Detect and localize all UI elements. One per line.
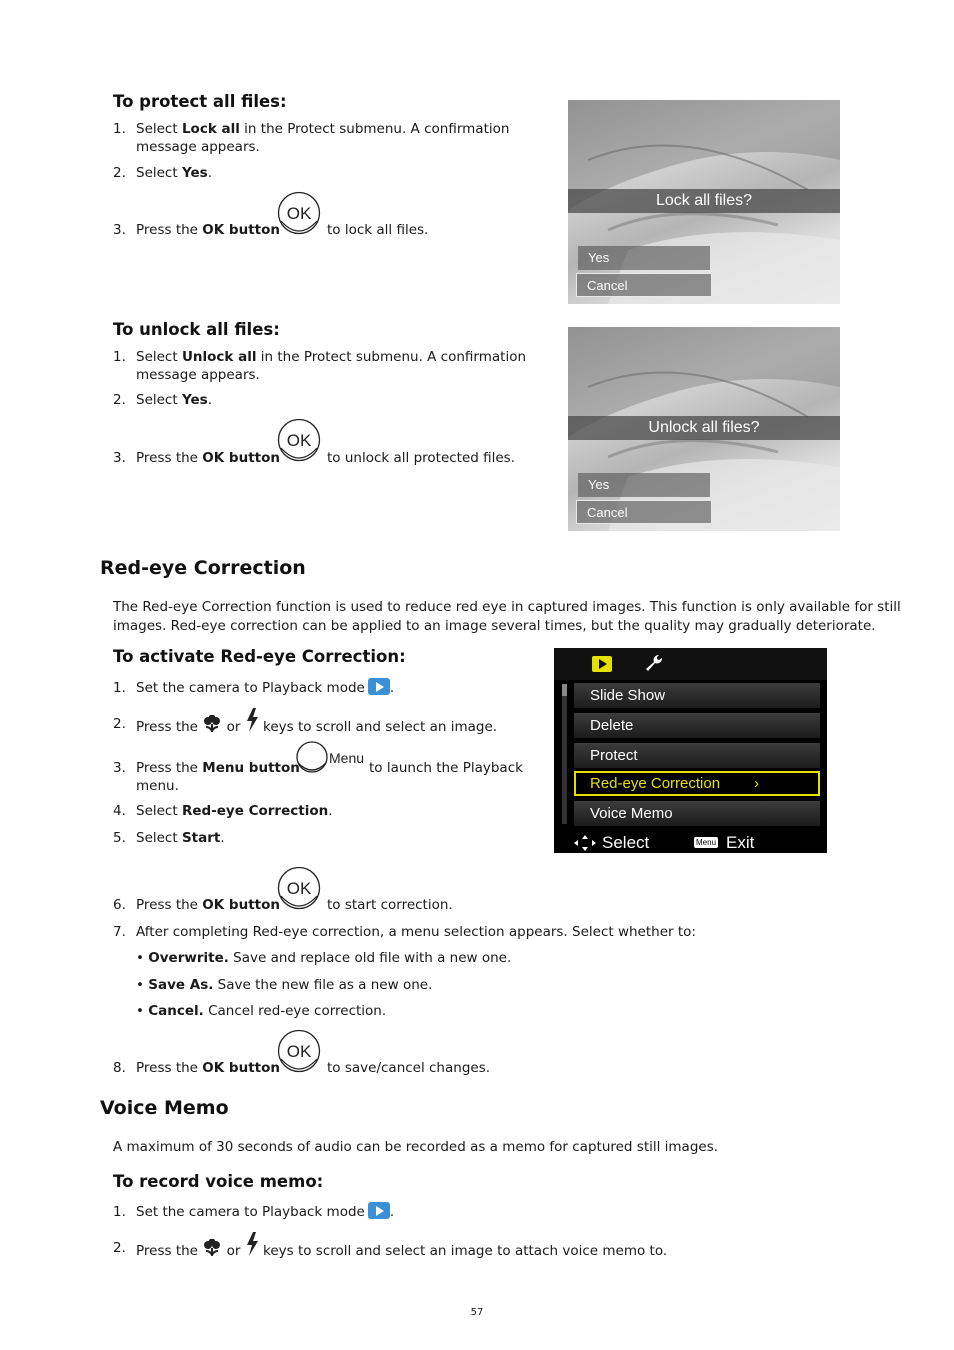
dialog-question: Unlock all files? xyxy=(568,416,840,440)
section-title-redeye: Red-eye Correction xyxy=(100,557,306,579)
lock-all-dialog-screen xyxy=(568,100,840,304)
ok-button-icon xyxy=(277,191,321,235)
scrollbar-thumb[interactable] xyxy=(562,684,567,696)
ok-button-icon xyxy=(277,1029,321,1073)
svg-text:OK: OK xyxy=(286,204,312,223)
unlock-all-dialog-screen xyxy=(568,327,840,531)
playback-mode-icon xyxy=(368,1202,390,1219)
svg-text:OK: OK xyxy=(286,879,312,898)
menu-footer xyxy=(554,832,827,853)
dialog-question: Lock all files? xyxy=(568,189,840,213)
menu-tab-bar xyxy=(554,648,827,680)
flash-icon xyxy=(245,708,259,732)
menu-key-badge: Menu xyxy=(696,838,717,847)
heading-activate-redeye: To activate Red-eye Correction: xyxy=(113,647,406,666)
option-yes[interactable]: Yes xyxy=(578,473,710,497)
footer-select-label: Select xyxy=(602,833,650,852)
option-yes[interactable]: Yes xyxy=(578,246,710,270)
menu-item-delete[interactable]: Delete xyxy=(574,713,820,738)
svg-text:Menu: Menu xyxy=(329,750,365,766)
menu-item-voice-memo[interactable]: Voice Memo xyxy=(574,801,820,826)
playback-tab-icon[interactable] xyxy=(592,656,612,672)
menu-scrollbar[interactable] xyxy=(562,684,567,824)
macro-flower-icon xyxy=(202,1239,222,1257)
menu-item-protect[interactable]: Protect xyxy=(574,743,820,768)
chevron-right-icon: › xyxy=(754,775,759,792)
redeye-intro: The Red-eye Correction function is used to reduce red eye in captured images. This function is only available for still images. Red-eye correction can be applied to an image several times, but the quality may gradually deteriorate. xyxy=(113,599,901,634)
footer-exit-label: Exit xyxy=(726,833,755,852)
playback-menu-screen xyxy=(554,648,827,853)
svg-text:OK: OK xyxy=(286,1042,312,1061)
ok-button-icon xyxy=(277,418,321,462)
page-number: 57 xyxy=(470,1307,484,1318)
option-cancel[interactable]: Cancel xyxy=(576,500,712,524)
heading-record-voice-memo: To record voice memo: xyxy=(113,1172,324,1191)
menu-item-red-eye-correction[interactable]: Red-eye Correction › xyxy=(574,771,820,796)
macro-flower-icon xyxy=(202,715,222,733)
ok-button-icon xyxy=(277,866,321,910)
flash-icon xyxy=(245,1232,259,1256)
menu-item-slide-show[interactable]: Slide Show xyxy=(574,683,820,708)
playback-mode-icon xyxy=(368,678,390,695)
four-way-nav-icon xyxy=(574,835,596,851)
heading-unlock-all: To unlock all files: xyxy=(113,320,280,339)
wrench-settings-icon[interactable] xyxy=(645,654,663,672)
section-title-voice-memo: Voice Memo xyxy=(100,1097,229,1119)
menu-button-icon xyxy=(296,741,368,775)
heading-protect-all: To protect all files: xyxy=(113,92,287,111)
svg-text:OK: OK xyxy=(286,431,312,450)
voice-intro: A maximum of 30 seconds of audio can be recorded as a memo for captured still images. xyxy=(113,1139,719,1155)
option-cancel[interactable]: Cancel xyxy=(576,273,712,297)
